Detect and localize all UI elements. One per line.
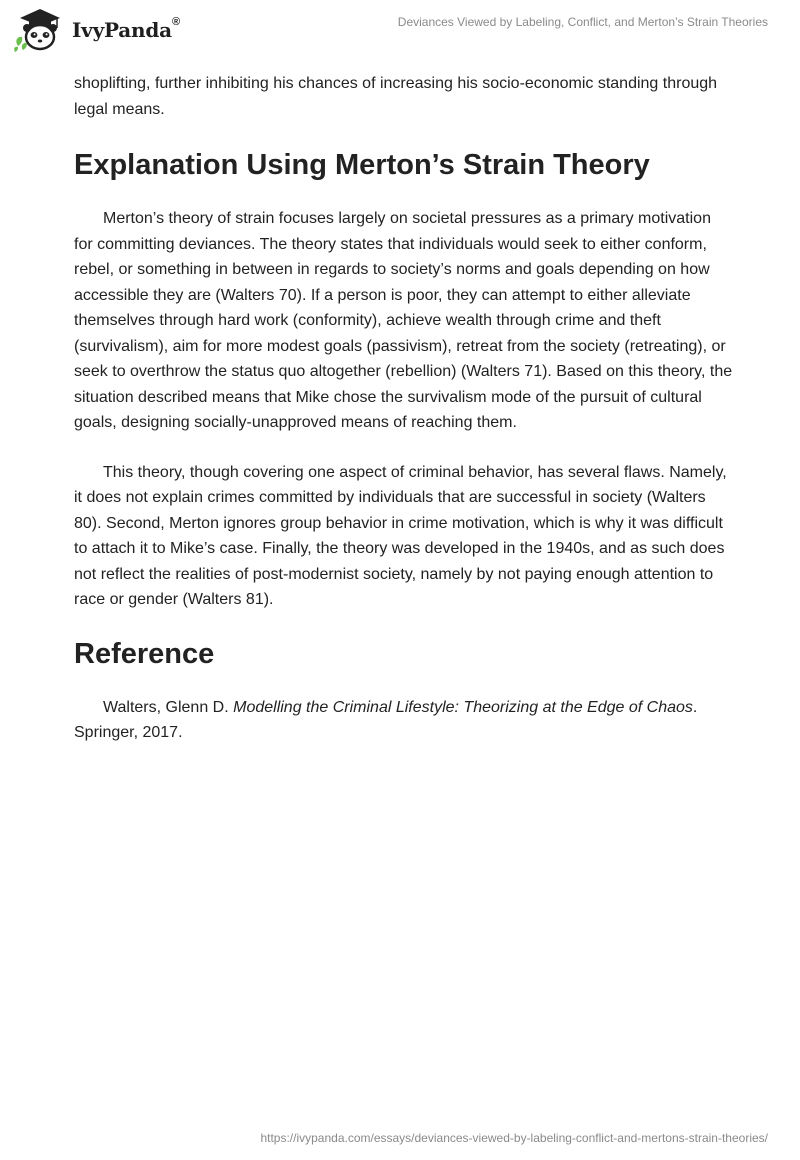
essay-body — [74, 71, 734, 746]
ivypanda-logo[interactable] — [12, 6, 180, 54]
reference-publisher: . Springer, 2017. — [74, 698, 698, 741]
reference-title: Modelling the Criminal Lifestyle: Theorizing at the Edge of Chaos — [233, 698, 693, 716]
section-heading-merton: Explanation Using Merton’s Strain Theory — [74, 149, 650, 181]
reference-entry — [74, 695, 734, 746]
merton-paragraph-2: This theory, though covering one aspect of criminal behavior, has several flaws. Namely, it does not explain crimes committed by individuals that are successful in society (Walters 80). Second, Merton ignores group behavior in crime motivation, which is why it was difficult to attach it to Mike’s case. Finally, the theory was developed in the 1940s, and as such does not reflect the realities of post-modernist society, namely by not paying enough attention to race or gender (Walters 81). — [74, 463, 727, 608]
section-heading-reference: Reference — [74, 637, 215, 670]
merton-paragraph-1: Merton’s theory of strain focuses largely on societal pressures as a primary motivation for committing deviances. The theory states that individuals would seek to either conform, rebel, or something in between in regards to society’s norms and goals depending on how accessible they are (Walters 70). If a person is poor, they can attempt to either alleviate themselves through hard work (conformity), achieve wealth through crime and theft (survivalism), aim for more modest goals (passivism), retreat from the society (retreating), or seek to overthrow the status quo altogether (rebellion) (Walters 71). Based on this theory, the situation described means that Mike chose the survivalism mode of the pursuit of cultural goals, designing socially-unapproved means of reaching them. — [74, 210, 733, 431]
page-header — [0, 0, 800, 62]
reference-author: Walters, Glenn D. — [103, 698, 234, 716]
document-title: Deviances Viewed by Labeling, Conflict, and Merton’s Strain Theories — [397, 15, 768, 29]
intro-paragraph: shoplifting, further inhibiting his chances of increasing his socio-economic standing through legal means. — [74, 75, 718, 118]
panda-graduate-logo-icon — [12, 6, 68, 54]
brand-name: IvyPanda® — [72, 16, 180, 42]
registered-mark: ® — [171, 16, 180, 28]
footer-url[interactable]: https://ivypanda.com/essays/deviances-viewed-by-labeling-conflict-and-mertons-strain-theories/ — [260, 1131, 768, 1145]
